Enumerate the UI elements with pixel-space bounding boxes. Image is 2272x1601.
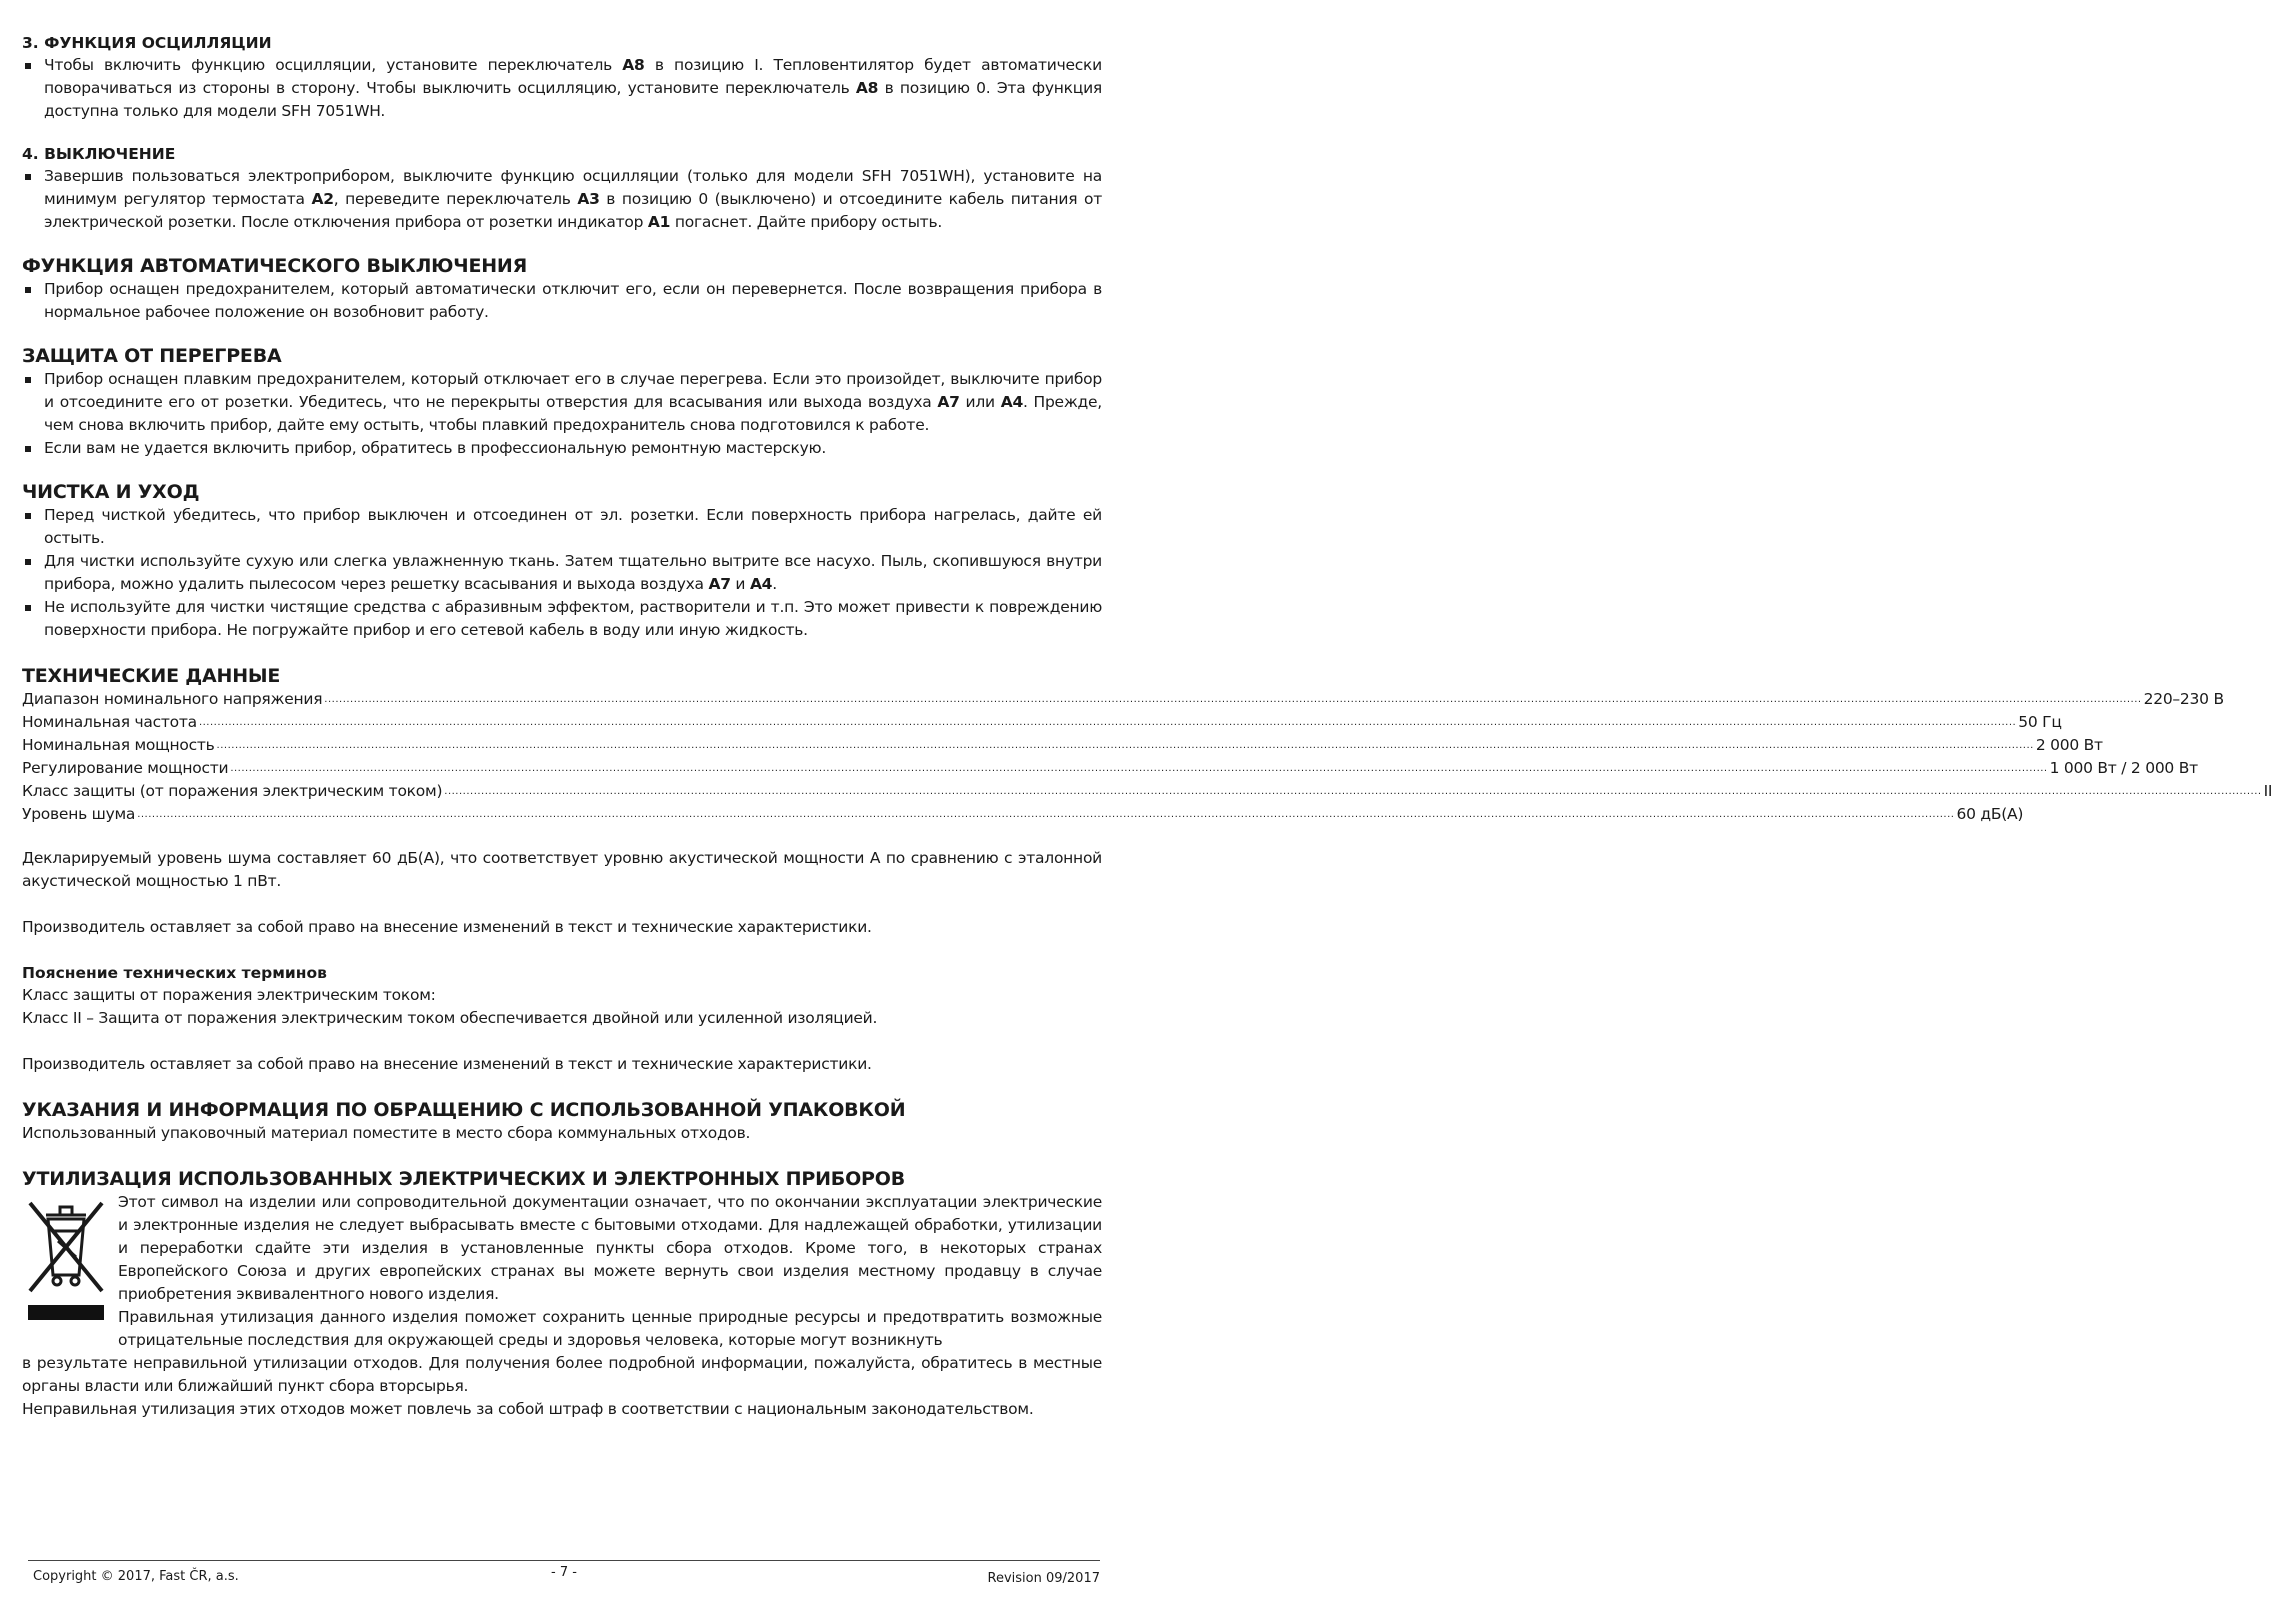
list-item: Перед чисткой убедитесь, что прибор выключен и отсоединен от эл. розетки. Если поверхность прибора нагрелась, дайте ей остыть. — [22, 504, 1102, 550]
weee-paragraph: Этот символ на изделии или сопроводительной документации означает, что по окончании эксплуатации электрические и электронные изделия не следует выбрасывать вместе с бытовыми отходами. Для надлежащей обработки, утилизации и переработки сдайте эти изделия в установленные пункты сбора отходов. Кроме того, в некоторых странах Европейского Союза и других европейских странах вы можете вернуть свои изделия местному продавцу в случае приобретения эквивалентного нового изделия. — [118, 1193, 1102, 1303]
auto-off-section — [22, 254, 1102, 324]
overheat-heading: ЗАЩИТА ОТ ПЕРЕГРЕВА — [22, 345, 282, 367]
noise-note: Декларируемый уровень шума составляет 60 дБ(A), что соответствует уровню акустической мощности A по сравнению с эталонной акустической мощностью 1 пВт. — [22, 849, 1102, 890]
terms-section — [22, 962, 1102, 1076]
switch-off-heading: 4. ВЫКЛЮЧЕНИЕ — [22, 145, 176, 163]
terms-heading: Пояснение технических терминов — [22, 964, 327, 982]
oscillation-heading: 3. ФУНКЦИЯ ОСЦИЛЛЯЦИИ — [22, 34, 272, 52]
weee-paragraph: Правильная утилизация данного изделия поможет сохранить ценные природные ресурсы и предотвратить возможные отрицательные последствия для окружающей среды и здоровья человека, которые могут возникнуть — [118, 1308, 1102, 1349]
spec-row: Регулирование мощности .............................................................................................................................................................................................................................................................................................................................................................................................................................................................................................................. 1 000 Вт / 2 000 Вт — [22, 759, 2198, 777]
list-item: Если вам не удается включить прибор, обратитесь в профессиональную ремонтную мастерскую. — [22, 437, 1102, 460]
list-item: Не используйте для чистки чистящие средства с абразивным эффектом, растворители и т.п. Это может привести к повреждению поверхности прибора. Не погружайте прибор и его сетевой кабель в воду или иную жидкость. — [22, 596, 1102, 642]
overheat-list — [22, 368, 1102, 460]
copyright: Copyright © 2017, Fast ČR, a.s. — [33, 1569, 239, 1584]
tech-heading: ТЕХНИЧЕСКИЕ ДАННЫЕ — [22, 665, 281, 687]
switch-off-list — [22, 165, 1102, 234]
switch-off-section — [22, 143, 1102, 234]
crossed-bin-icon — [24, 1195, 108, 1323]
cleaning-section — [22, 480, 1102, 642]
reserve-note: Производитель оставляет за собой право на внесение изменений в текст и технические характеристики. — [22, 1055, 872, 1073]
oscillation-list — [22, 54, 1102, 123]
weee-block — [22, 1191, 1102, 1421]
spec-row: Класс защиты (от поражения электрическим током) .............................................................................................................................................................................................................................................................................................................................................................................................................................................................................................................. II — [22, 782, 2272, 800]
list-item: Для чистки используйте сухую или слегка увлажненную ткань. Затем тщательно вытрите все насухо. Пыль, скопившуюся внутри прибора, можно удалить пылесосом через решетку всасывания и выхода воздуха A7 и A4. — [22, 550, 1102, 596]
list-item: Прибор оснащен предохранителем, который автоматически отключит его, если он перевернется. После возвращения прибора в нормальное рабочее положение он возобновит работу. — [22, 278, 1102, 324]
list-item: Чтобы включить функцию осцилляции, установите переключатель A8 в позицию I. Тепловентилятор будет автоматически поворачиваться из стороны в сторону. Чтобы выключить осцилляцию, установите переключатель A8 в позицию 0. Эта функция доступна только для модели SFH 7051WH. — [22, 54, 1102, 123]
spec-row: Номинальная частота .............................................................................................................................................................................................................................................................................................................................................................................................................................................................................................................. 50 Гц — [22, 713, 2062, 731]
list-item: Прибор оснащен плавким предохранителем, который отключает его в случае перегрева. Если это произойдет, выключите прибор и отсоедините его от розетки. Убедитесь, что не перекрыты отверстия для всасывания или выхода воздуха A7 или A4. Прежде, чем снова включить прибор, дайте ему остыть, чтобы плавкий предохранитель снова подготовился к работе. — [22, 368, 1102, 437]
oscillation-section — [22, 32, 1102, 123]
terms-line: Класс защиты от поражения электрическим током: — [22, 986, 436, 1004]
weee-heading: УТИЛИЗАЦИЯ ИСПОЛЬЗОВАННЫХ ЭЛЕКТРИЧЕСКИХ И ЭЛЕКТРОННЫХ ПРИБОРОВ — [22, 1168, 905, 1190]
spec-row: Диапазон номинального напряжения .............................................................................................................................................................................................................................................................................................................................................................................................................................................................................................................. 220–230 В — [22, 690, 2224, 708]
page-number: - 7 - — [551, 1565, 577, 1580]
page-footer — [28, 1560, 1100, 1591]
weee-section — [22, 1167, 1102, 1421]
spec-table — [22, 688, 2272, 826]
spec-row: Номинальная мощность .............................................................................................................................................................................................................................................................................................................................................................................................................................................................................................................. 2 000 Вт — [22, 736, 2103, 754]
cleaning-list — [22, 504, 1102, 642]
spec-row: Уровень шума .............................................................................................................................................................................................................................................................................................................................................................................................................................................................................................................. 60 дБ(A) — [22, 805, 2024, 823]
list-item: Завершив пользоваться электроприбором, выключите функцию осцилляции (только для модели SFH 7051WH), установите на минимум регулятор термостата A2, переведите переключатель A3 в позицию 0 (выключено) и отсоедините кабель питания от электрической розетки. После отключения прибора от розетки индикатор A1 погаснет. Дайте прибору остыть. — [22, 165, 1102, 234]
auto-off-heading: ФУНКЦИЯ АВТОМАТИЧЕСКОГО ВЫКЛЮЧЕНИЯ — [22, 255, 528, 277]
packaging-text: Использованный упаковочный материал поместите в место сбора коммунальных отходов. — [22, 1124, 751, 1142]
weee-paragraph: в результате неправильной утилизации отходов. Для получения более подробной информации, пожалуйста, обратитесь в местные органы власти или ближайший пункт сбора вторсырья. — [22, 1354, 1102, 1395]
revision: Revision 09/2017 — [987, 1571, 1100, 1586]
auto-off-list — [22, 278, 1102, 324]
terms-line: Класс II – Защита от поражения электрическим током обеспечивается двойной или усиленной изоляцией. — [22, 1009, 878, 1027]
packaging-section — [22, 1098, 1102, 1145]
overheat-section — [22, 344, 1102, 460]
tech-section — [22, 664, 2272, 939]
reserve-note: Производитель оставляет за собой право на внесение изменений в текст и технические характеристики. — [22, 918, 872, 936]
page-content — [22, 32, 2272, 1421]
cleaning-heading: ЧИСТКА И УХОД — [22, 481, 200, 503]
weee-paragraph: Неправильная утилизация этих отходов может повлечь за собой штраф в соответствии с национальным законодательством. — [22, 1400, 1034, 1418]
packaging-heading: УКАЗАНИЯ И ИНФОРМАЦИЯ ПО ОБРАЩЕНИЮ С ИСПОЛЬЗОВАННОЙ УПАКОВКОЙ — [22, 1099, 906, 1121]
